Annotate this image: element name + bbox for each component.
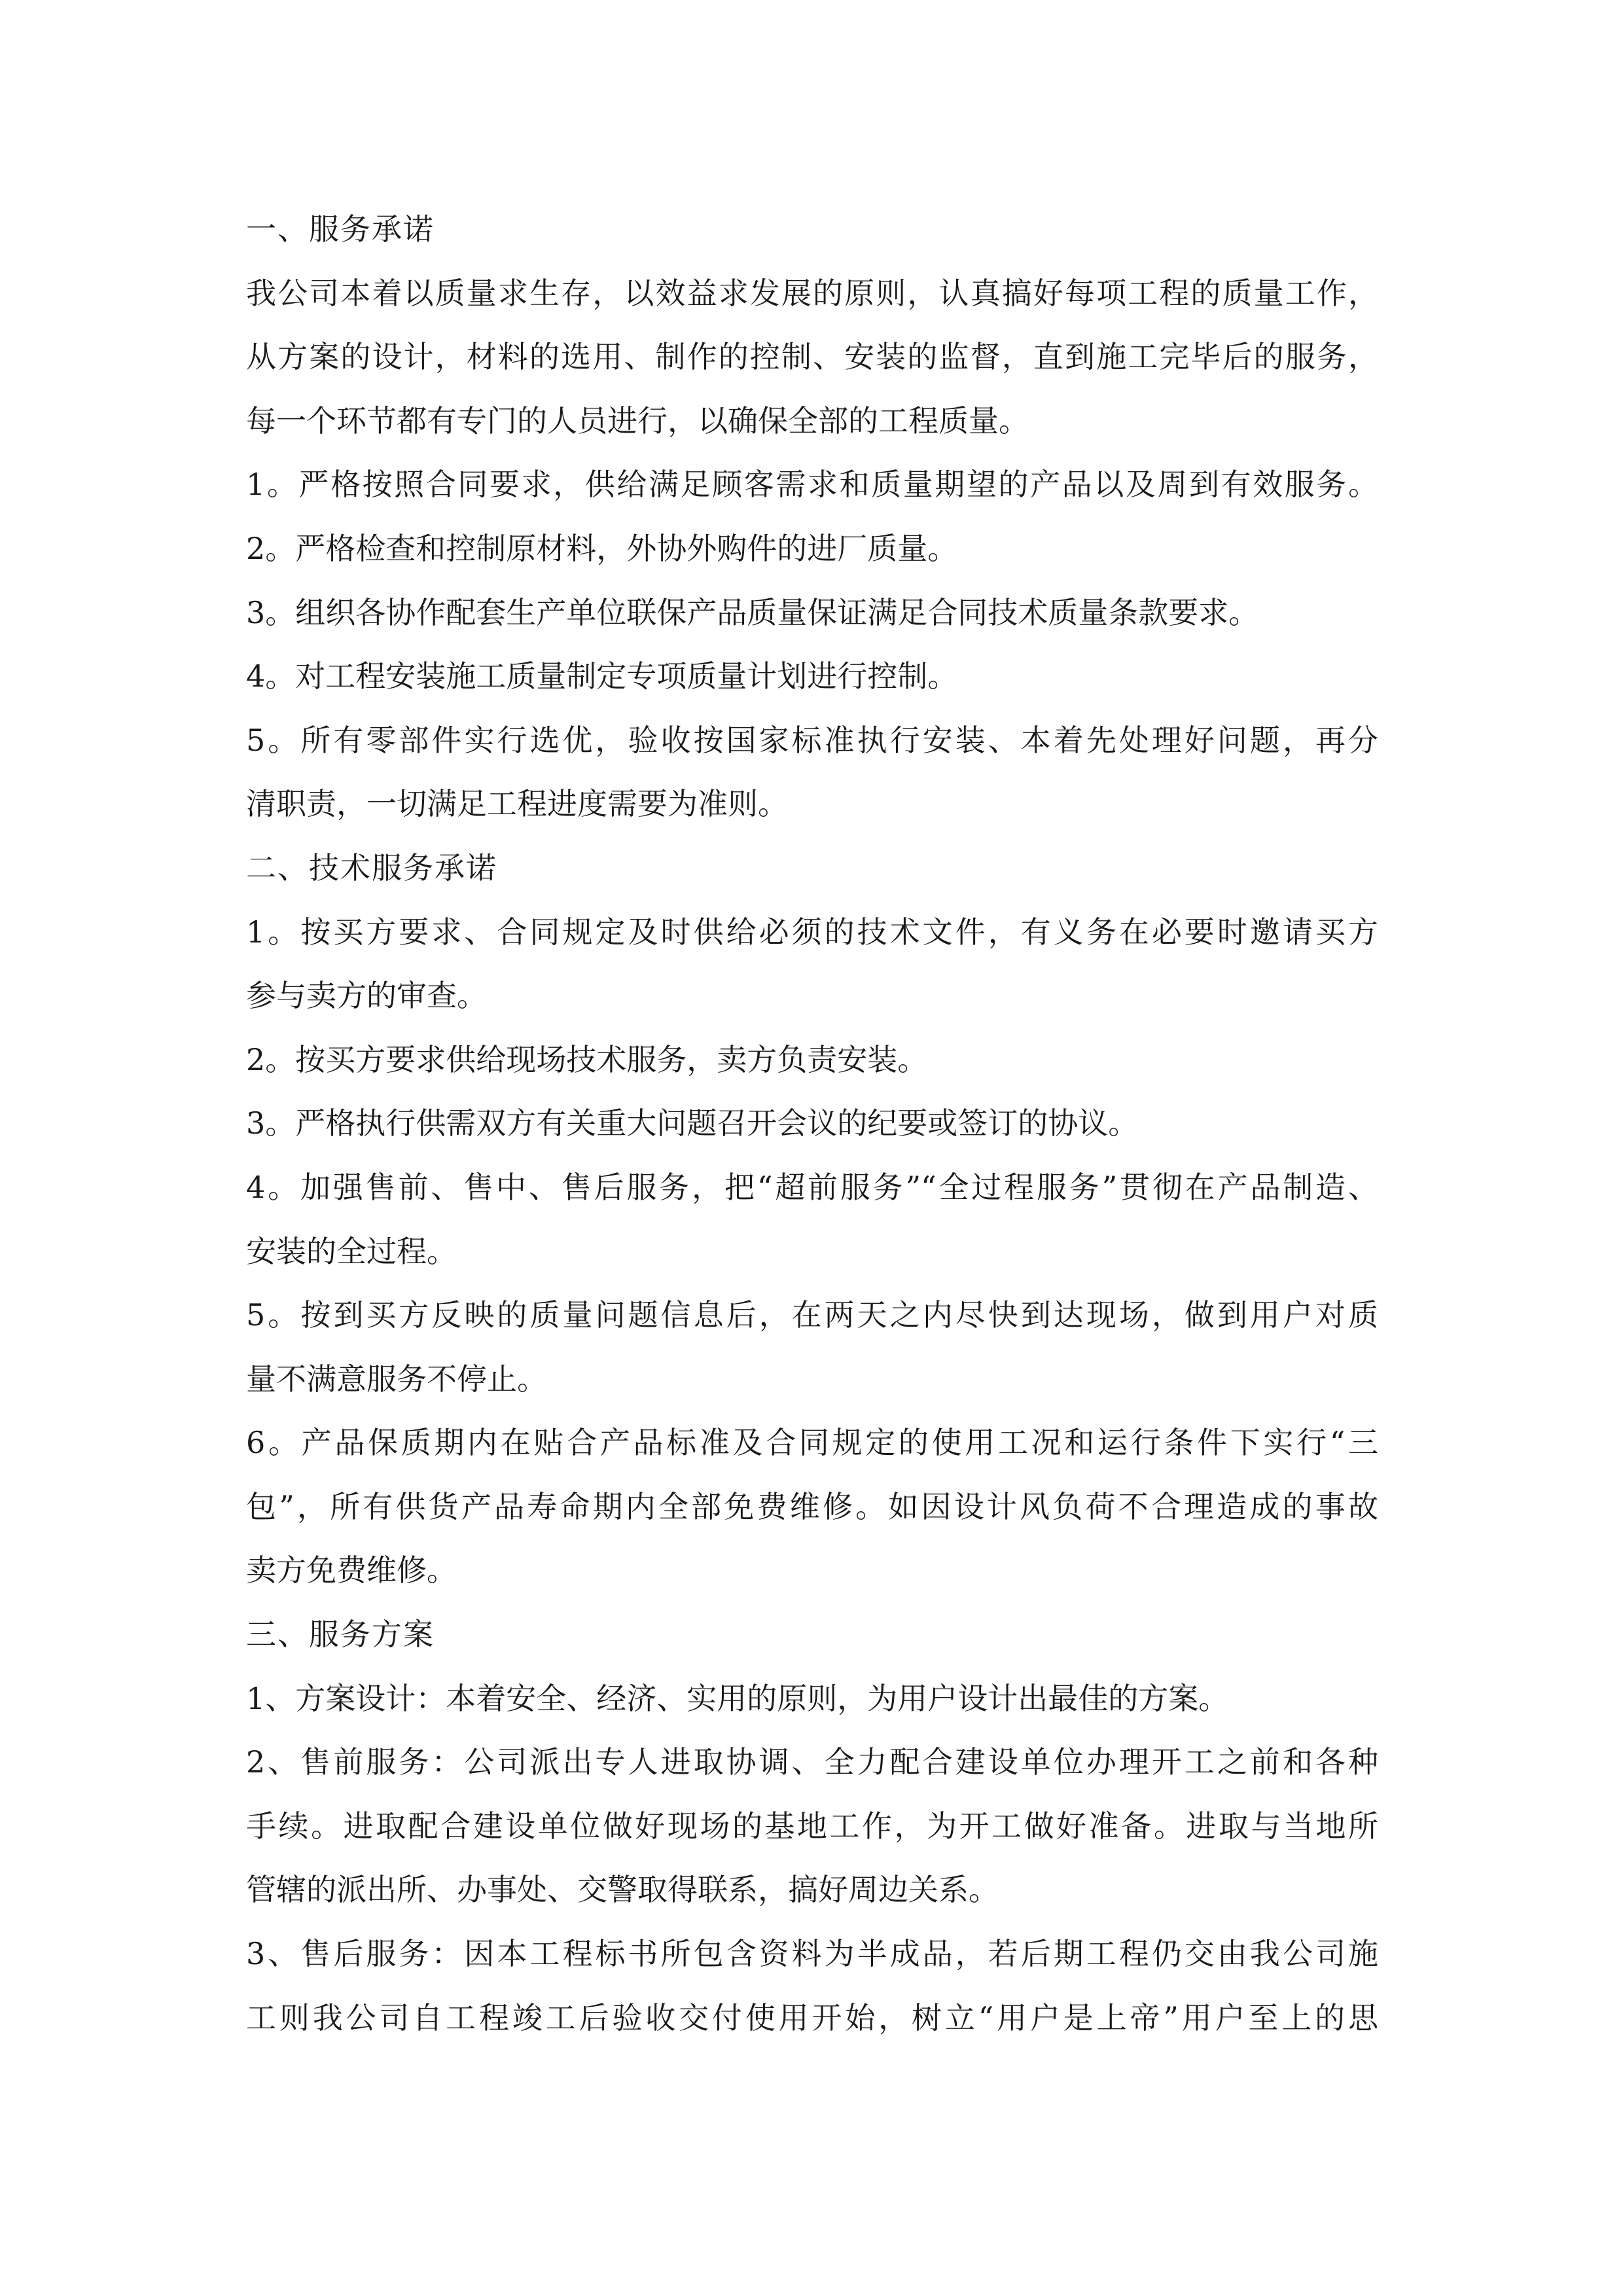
list-item-line: 包”，所有供货产品寿命期内全部免费维修。如因设计风负荷不合理造成的事故 bbox=[246, 1488, 1378, 1524]
list-item-line: 3、售后服务：因本工程标书所包含资料为半成品，若后期工程仍交由我公司施 bbox=[246, 1936, 1378, 1972]
list-item-line: 1。按买方要求、合同规定及时供给必须的技术文件，有义务在必要时邀请买方 bbox=[246, 914, 1378, 950]
document-page bbox=[246, 198, 1378, 2050]
list-item-line: 4。加强售前、售中、售后服务，把“超前服务”“全过程服务”贯彻在产品制造、 bbox=[246, 1169, 1378, 1205]
list-item-line: 2。按买方要求供给现场技术服务，卖方负责安装。 bbox=[246, 1041, 928, 1077]
paragraph-line: 每一个环节都有专门的人员进行，以确保全部的工程质量。 bbox=[246, 403, 1029, 439]
list-item-line: 卖方免费维修。 bbox=[246, 1552, 457, 1588]
list-item-line: 安装的全过程。 bbox=[246, 1233, 457, 1269]
list-item-line: 3。组织各协作配套生产单位联保产品质量保证满足合同技术质量条款要求。 bbox=[246, 594, 1259, 630]
list-item-line: 2、售前服务：公司派出专人进取协调、全力配合建设单位办理开工之前和各种 bbox=[246, 1744, 1378, 1780]
list-item-line: 5。按到买方反映的质量问题信息后，在两天之内尽快到达现场，做到用户对质 bbox=[246, 1297, 1378, 1333]
list-item-line: 3。严格执行供需双方有关重大问题召开会议的纪要或签订的协议。 bbox=[246, 1105, 1139, 1141]
list-item-line: 量不满意服务不停止。 bbox=[246, 1361, 547, 1397]
section-heading-3: 三、服务方案 bbox=[246, 1617, 435, 1653]
list-item-line: 1。严格按照合同要求，供给满足顾客需求和质量期望的产品以及周到有效服务。 bbox=[246, 467, 1378, 503]
list-item-line: 2。严格检查和控制原材料，外协外购件的进厂质量。 bbox=[246, 530, 958, 566]
list-item-line: 手续。进取配合建设单位做好现场的基地工作，为开工做好准备。进取与当地所 bbox=[246, 1808, 1378, 1844]
list-item-line: 工则我公司自工程竣工后验收交付使用开始，树立“用户是上帝”用户至上的思 bbox=[246, 2000, 1378, 2036]
list-item-line: 6。产品保质期内在贴合产品标准及合同规定的使用工况和运行条件下实行“三 bbox=[246, 1425, 1378, 1461]
paragraph-line: 我公司本着以质量求生存，以效益求发展的原则，认真搞好每项工程的质量工作， bbox=[246, 275, 1378, 311]
list-item-line: 5。所有零部件实行选优，验收按国家标准执行安装、本着先处理好问题，再分 bbox=[246, 722, 1378, 758]
list-item-line: 1、方案设计：本着安全、经济、实用的原则，为用户设计出最佳的方案。 bbox=[246, 1680, 1229, 1716]
list-item-line: 4。对工程安装施工质量制定专项质量计划进行控制。 bbox=[246, 658, 958, 694]
section-heading-2: 二、技术服务承诺 bbox=[246, 850, 497, 886]
list-item-line: 参与卖方的审查。 bbox=[246, 978, 487, 1014]
paragraph-line: 从方案的设计，材料的选用、制作的控制、安装的监督，直到施工完毕后的服务， bbox=[246, 339, 1378, 375]
section-heading-1: 一、服务承诺 bbox=[246, 211, 435, 247]
list-item-line: 管辖的派出所、办事处、交警取得联系，搞好周边关系。 bbox=[246, 1872, 999, 1908]
list-item-line: 清职责，一切满足工程进度需要为准则。 bbox=[246, 786, 788, 822]
